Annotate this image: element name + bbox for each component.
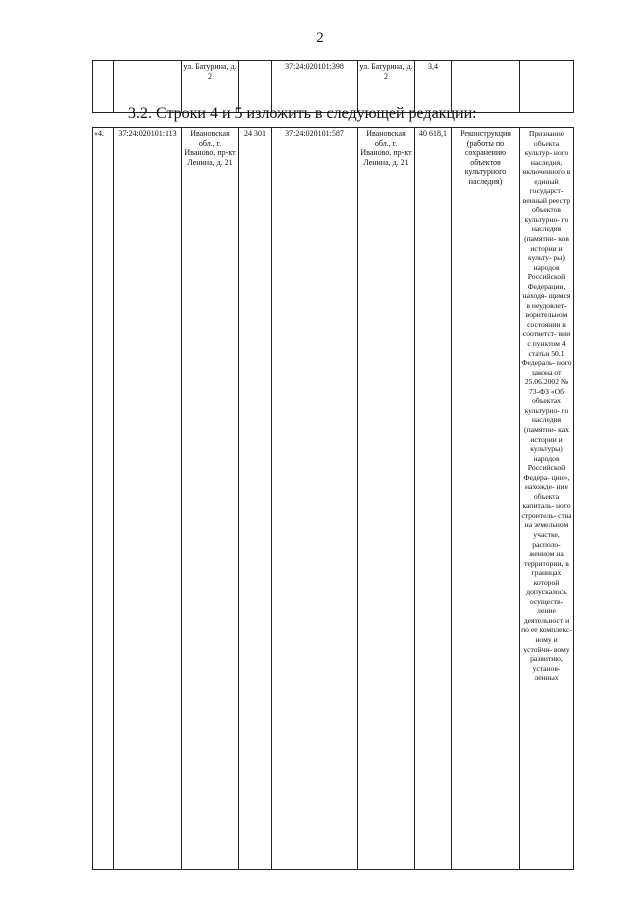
cell-cadastral-land: 37:24:020101:113 — [114, 128, 182, 870]
table-main — [92, 127, 574, 870]
cell-number: «4. — [93, 128, 114, 870]
cell-building-area: 40 618,1 — [415, 128, 452, 870]
cell-building-area: 3,4 — [415, 61, 452, 113]
cell-land-address: ул. Батурина, д. 2 — [182, 61, 239, 113]
section-heading: 3.2. Строки 4 и 5 изложить в следующей редакции: — [128, 105, 477, 122]
cell-grounds: Признание объекта культур- ного наследия, включенного в единый государст- венный реестр объектов культурно- го наследия (памятни- ков истории и культу- ры) народов Российской Федерации, находя- щимся в неудовлет- ворительном состоянии в соответст- вии с пунктом 4 статьи 50.1 Федераль- ного закона от 25.06.2002 № 73-ФЗ «Об объектах культурно- го наследия (памятни- ках истории и культуры) народов Российской Федера- ции», нахожде- ние объекта капиталь- ного строитель- ства на земельном участке, располо- женном на территории, в границах которой допускалось осуществ- ление деятельност и по ее комплекс- ному и устойчи- вому развитию, установ- ленных — [520, 128, 574, 870]
cell-building-address: ул. Батурина, д. 2 — [358, 61, 415, 113]
cell-cadastral-building: 37:24:020101:587 — [272, 128, 358, 870]
cell-land-area: 24 301 — [239, 128, 272, 870]
cell-cadastral-building: 37:24:020101:398 — [272, 61, 358, 113]
cell-building-address: Ивановская обл., г. Иваново, пр-кт Ленина, д. 21 — [358, 128, 415, 870]
table-row — [93, 128, 574, 870]
cell-land-address: Ивановская обл., г. Иваново, пр-кт Ленина, д. 21 — [182, 128, 239, 870]
cell-number — [93, 61, 114, 113]
cell-purpose: Реконструкция (работы по сохранению объектов культурного наследия) — [452, 128, 520, 870]
cell-grounds — [520, 61, 574, 113]
page-number: 2 — [316, 30, 324, 46]
